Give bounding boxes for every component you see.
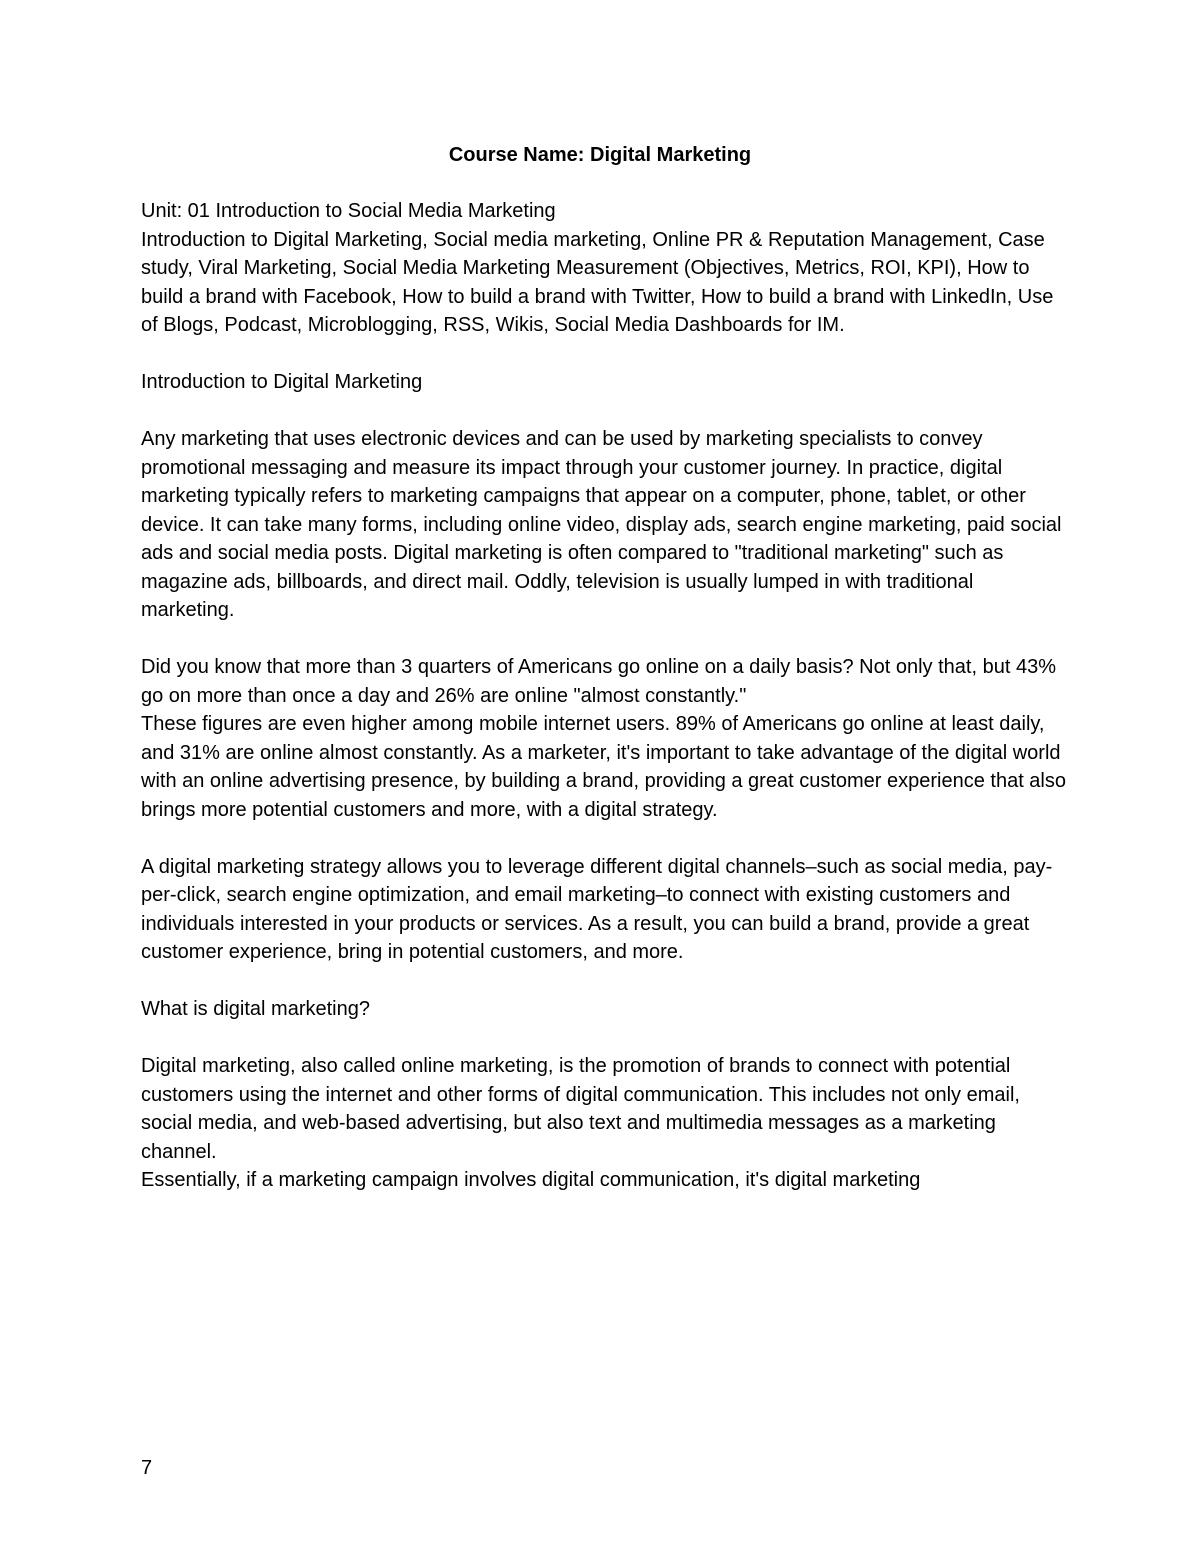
page-number: 7 — [141, 1457, 153, 1479]
section-heading-introduction: Introduction to Digital Marketing — [141, 371, 423, 393]
section-heading-what-is: What is digital marketing? — [141, 998, 370, 1020]
spacer — [141, 340, 1066, 369]
spacer — [141, 967, 1066, 996]
paragraph-mobile-users: These figures are even higher among mobile internet users. 89% of Americans go online at least daily, and 31% are online almost constantly. As a marketer, it's important to take advantage of the digital world with an online advertising presence, by building a brand, providing a great customer experience that also brings more potential customers and more, with a digital strategy. — [141, 713, 1066, 821]
spacer — [141, 1024, 1066, 1053]
paragraph-definition: Digital marketing, also called online marketing, is the promotion of brands to connect with potential customers using the internet and other forms of digital communication. This includes not only email, social media, and web-based advertising, but also text and multimedia messages as a marketing channel. — [141, 1055, 1020, 1163]
unit-heading: Unit: 01 Introduction to Social Media Marketing — [141, 200, 556, 222]
paragraph-essentially: Essentially, if a marketing campaign involves digital communication, it's digital marketing — [141, 1169, 921, 1191]
paragraph-any-marketing: Any marketing that uses electronic devices and can be used by marketing specialists to convey promotional messaging and measure its impact through your customer journey. In practice, digital marketing typically refers to marketing campaigns that appear on a computer, phone, tablet, or other device. It can take many forms, including online video, display ads, search engine marketing, paid social ads and social media posts. Digital marketing is often compared to "traditional marketing" such as magazine ads, billboards, and direct mail. Oddly, television is usually lumped in with traditional marketing. — [141, 428, 1062, 621]
spacer — [141, 824, 1066, 853]
paragraph-americans-online: Did you know that more than 3 quarters of Americans go online on a daily basis? Not only that, but 43% go on more than once a day and 26% are online "almost constantly." — [141, 656, 1056, 707]
paragraph-strategy: A digital marketing strategy allows you to leverage different digital channels–such as social media, pay-per-click, search engine optimization, and email marketing–to connect with existing customers and individuals interested in your products or services. As a result, you can build a brand, provide a great customer experience, bring in potential customers, and more. — [141, 855, 1053, 963]
unit-topics: Introduction to Digital Marketing, Social media marketing, Online PR & Reputation Management, Case study, Viral Marketing, Social Media Marketing Measurement (Objectives, Metrics, ROI, KPI), How to build a brand with Facebook, How to build a brand with Twitter, How to build a brand with LinkedIn, Use of Blogs, Podcast, Microblogging, RSS, Wikis, Social Media Dashboards for IM. — [141, 228, 1054, 336]
document-body — [141, 197, 1066, 1195]
spacer — [141, 625, 1066, 654]
spacer — [141, 397, 1066, 426]
course-title: Course Name: Digital Marketing — [448, 144, 752, 166]
